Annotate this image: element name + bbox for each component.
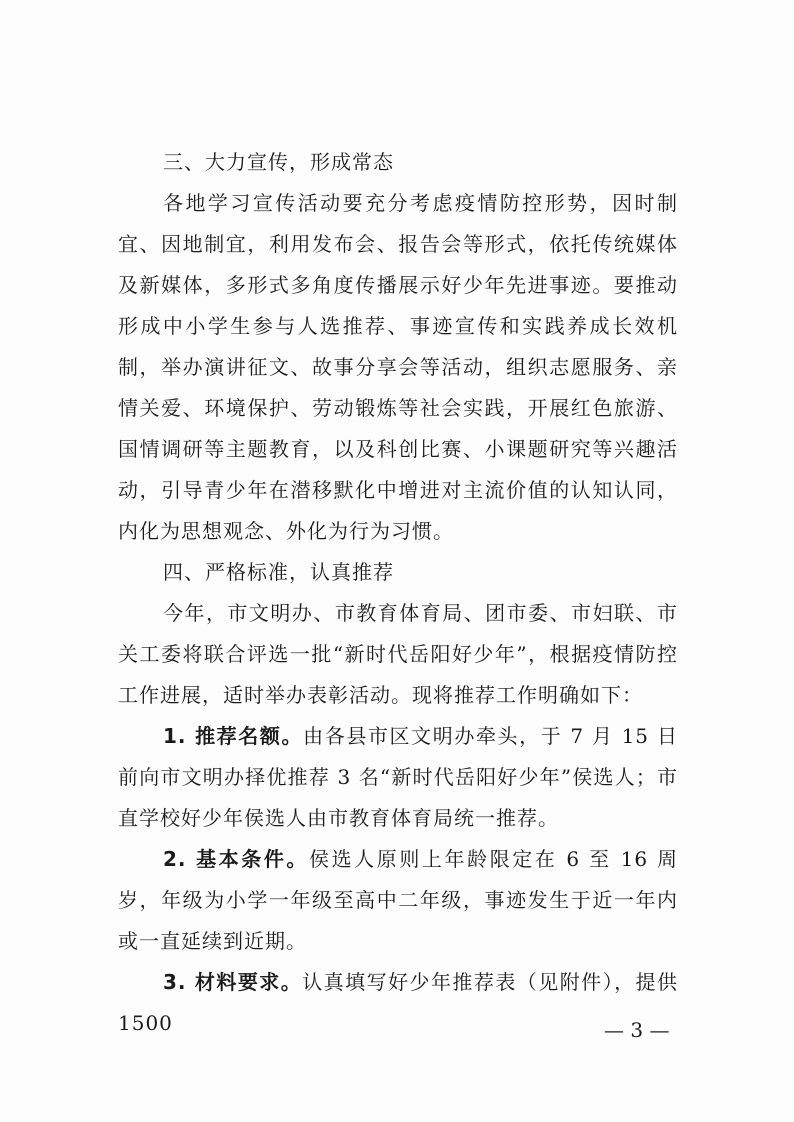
section-4-intro: 今年，市文明办、市教育体育局、团市委、市妇联、市关工委将联合评选一批“新时代岳阳好少年”，根据疫情防控工作进展，适时举办表彰活动。现将推荐工作明确如下： [118, 601, 678, 707]
item-materials-text: 认真填写好少年推荐表（见附件），提供 1500 [118, 970, 679, 1035]
item-materials [118, 962, 678, 1044]
document-body [118, 142, 678, 1044]
section-heading-3: 三、大力宣传，形成常态 [163, 150, 394, 174]
item-conditions-lead: 2. 基本条件。 [163, 847, 309, 871]
item-materials-lead: 3. 材料要求。 [163, 970, 303, 994]
section-3-paragraph: 各地学习宣传活动要充分考虑疫情防控形势，因时制宜、因地制宜，利用发布会、报告会等形式，依托传统媒体及新媒体，多形式多角度传播展示好少年先进事迹。要推动形成中小学生参与人选推荐、事迹宣传和实践养成长效机制，举办演讲征文、故事分享会等活动，组织志愿服务、亲情关爱、环境保护、劳动锻炼等社会实践，开展红色旅游、国情调研等主题教育，以及科创比赛、小课题研究等兴趣活动，引导青少年在潜移默化中增进对主流价值的认知认同，内化为思想观念、外化为行为习惯。 [118, 191, 678, 543]
item-quota-lead: 1. 推荐名额。 [163, 724, 304, 748]
item-conditions [118, 839, 678, 962]
item-quota [118, 716, 678, 839]
page-number: — 3 — [604, 1018, 670, 1042]
item-conditions-text: 侯选人原则上年龄限定在 6 至 16 周岁，年级为小学一年级至高中二年级，事迹发生于近一年内或一直延续到近期。 [118, 847, 678, 953]
section-heading-4: 四、严格标准，认真推荐 [163, 560, 394, 584]
item-quota-text: 由各县市区文明办牵头，于 7 月 15 日前向市文明办择优推荐 3 名“新时代岳阳好少年”侯选人；市直学校好少年侯选人由市教育体育局统一推荐。 [118, 724, 678, 830]
